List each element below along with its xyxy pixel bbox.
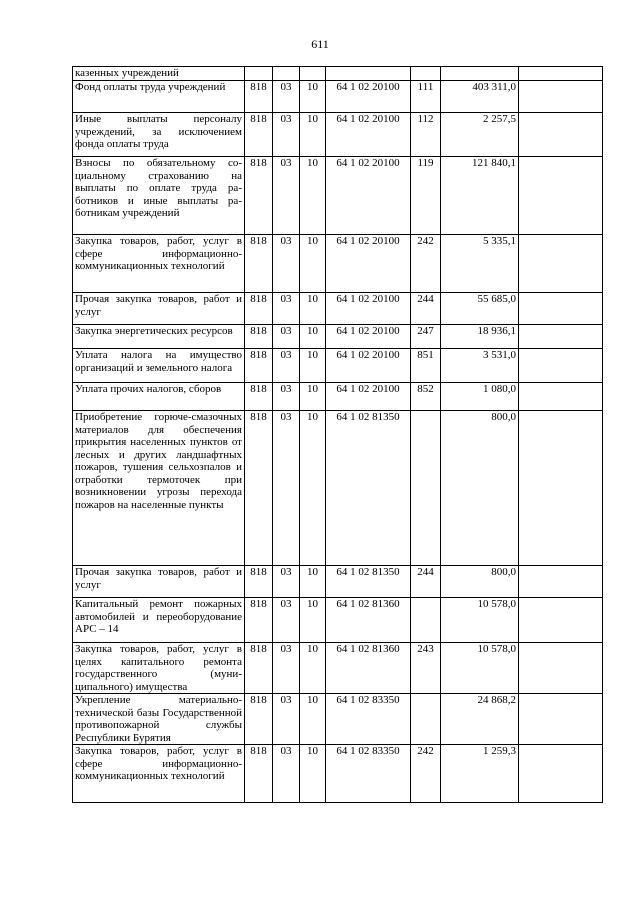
empty-cell <box>519 325 603 349</box>
row-name-cell: Взносы по обязательному социальному страхованию на выплаты по оплате труда работников и иные выплаты работникам учреждений <box>73 157 245 235</box>
ministry-code-cell: 818 <box>245 349 273 383</box>
row-name-cell: Закупка товаров, работ, услуг в сфере информационно-коммуникационных технологий <box>73 235 245 293</box>
row-name-cell: Фонд оплаты труда учреждений <box>73 81 245 113</box>
subsection-code-cell: 10 <box>300 157 326 235</box>
expense-type-cell: 242 <box>411 745 441 803</box>
section-code-cell <box>273 67 300 81</box>
target-article-cell: 64 1 02 20100 <box>326 157 411 235</box>
ministry-code-cell: 818 <box>245 157 273 235</box>
amount-cell: 121 840,1 <box>441 157 519 235</box>
row-name-cell: Капитальный ремонт пожарных автомобилей и переоборудование АРС – 14 <box>73 598 245 643</box>
section-code-cell: 03 <box>273 81 300 113</box>
table-row <box>73 349 603 383</box>
target-article-cell: 64 1 02 20100 <box>326 113 411 157</box>
subsection-code-cell: 10 <box>300 113 326 157</box>
empty-cell <box>519 113 603 157</box>
table-row <box>73 694 603 745</box>
expense-type-cell: 244 <box>411 566 441 598</box>
empty-cell <box>519 745 603 803</box>
subsection-code-cell: 10 <box>300 81 326 113</box>
ministry-code-cell: 818 <box>245 694 273 745</box>
row-name-cell: Приобретение горюче-смазочных материалов для обеспечения прикрытия населенных пунктов от лесных и других ландшафтных пожаров, тушения сельхозпалов и отработки термоточек при возникновении угрозы перехода пожаров на населенные пункты <box>73 411 245 566</box>
table-row <box>73 643 603 694</box>
section-code-cell: 03 <box>273 157 300 235</box>
subsection-code-cell: 10 <box>300 566 326 598</box>
table-row <box>73 67 603 81</box>
ministry-code-cell: 818 <box>245 235 273 293</box>
subsection-code-cell: 10 <box>300 383 326 411</box>
target-article-cell: 64 1 02 20100 <box>326 293 411 325</box>
table-row <box>73 113 603 157</box>
empty-cell <box>519 293 603 325</box>
table-row <box>73 81 603 113</box>
empty-cell <box>519 235 603 293</box>
target-article-cell: 64 1 02 81360 <box>326 598 411 643</box>
amount-cell: 800,0 <box>441 411 519 566</box>
subsection-code-cell: 10 <box>300 694 326 745</box>
amount-cell: 403 311,0 <box>441 81 519 113</box>
table-row <box>73 745 603 803</box>
ministry-code-cell: 818 <box>245 383 273 411</box>
row-name-cell: Закупка товаров, работ, услуг в сфере информационно-коммуникационных технологий <box>73 745 245 803</box>
table-row <box>73 293 603 325</box>
target-article-cell <box>326 67 411 81</box>
table-row <box>73 566 603 598</box>
empty-cell <box>519 411 603 566</box>
target-article-cell: 64 1 02 20100 <box>326 383 411 411</box>
section-code-cell: 03 <box>273 113 300 157</box>
empty-cell <box>519 598 603 643</box>
empty-cell <box>519 81 603 113</box>
empty-cell <box>519 349 603 383</box>
table-row <box>73 411 603 566</box>
row-name-cell: Закупка энергетических ресурсов <box>73 325 245 349</box>
ministry-code-cell: 818 <box>245 81 273 113</box>
ministry-code-cell <box>245 67 273 81</box>
ministry-code-cell: 818 <box>245 411 273 566</box>
row-name-cell: Прочая закупка товаров, работ и услуг <box>73 293 245 325</box>
budget-table <box>72 66 603 803</box>
ministry-code-cell: 818 <box>245 643 273 694</box>
section-code-cell: 03 <box>273 383 300 411</box>
section-code-cell: 03 <box>273 745 300 803</box>
row-name-cell: Прочая закупка товаров, работ и услуг <box>73 566 245 598</box>
subsection-code-cell <box>300 67 326 81</box>
amount-cell: 3 531,0 <box>441 349 519 383</box>
expense-type-cell: 244 <box>411 293 441 325</box>
expense-type-cell: 242 <box>411 235 441 293</box>
target-article-cell: 64 1 02 81360 <box>326 643 411 694</box>
subsection-code-cell: 10 <box>300 325 326 349</box>
target-article-cell: 64 1 02 20100 <box>326 235 411 293</box>
subsection-code-cell: 10 <box>300 411 326 566</box>
target-article-cell: 64 1 02 83350 <box>326 694 411 745</box>
expense-type-cell <box>411 598 441 643</box>
expense-type-cell: 111 <box>411 81 441 113</box>
amount-cell <box>441 67 519 81</box>
amount-cell: 1 259,3 <box>441 745 519 803</box>
ministry-code-cell: 818 <box>245 293 273 325</box>
table-row <box>73 325 603 349</box>
empty-cell <box>519 383 603 411</box>
ministry-code-cell: 818 <box>245 113 273 157</box>
amount-cell: 55 685,0 <box>441 293 519 325</box>
subsection-code-cell: 10 <box>300 745 326 803</box>
expense-type-cell: 852 <box>411 383 441 411</box>
amount-cell: 800,0 <box>441 566 519 598</box>
amount-cell: 2 257,5 <box>441 113 519 157</box>
empty-cell <box>519 694 603 745</box>
row-name-cell: казенных учреждений <box>73 67 245 81</box>
section-code-cell: 03 <box>273 598 300 643</box>
row-name-cell: Иные выплаты персоналу учреждений, за исключением фонда оплаты труда <box>73 113 245 157</box>
empty-cell <box>519 67 603 81</box>
ministry-code-cell: 818 <box>245 745 273 803</box>
target-article-cell: 64 1 02 81350 <box>326 566 411 598</box>
amount-cell: 1 080,0 <box>441 383 519 411</box>
subsection-code-cell: 10 <box>300 235 326 293</box>
section-code-cell: 03 <box>273 235 300 293</box>
target-article-cell: 64 1 02 20100 <box>326 81 411 113</box>
amount-cell: 5 335,1 <box>441 235 519 293</box>
empty-cell <box>519 157 603 235</box>
section-code-cell: 03 <box>273 694 300 745</box>
row-name-cell: Уплата прочих налогов, сборов <box>73 383 245 411</box>
section-code-cell: 03 <box>273 349 300 383</box>
page-number: 611 <box>311 37 329 51</box>
table-body <box>73 67 603 803</box>
ministry-code-cell: 818 <box>245 325 273 349</box>
subsection-code-cell: 10 <box>300 643 326 694</box>
table-row <box>73 235 603 293</box>
subsection-code-cell: 10 <box>300 349 326 383</box>
section-code-cell: 03 <box>273 293 300 325</box>
amount-cell: 24 868,2 <box>441 694 519 745</box>
section-code-cell: 03 <box>273 566 300 598</box>
expense-type-cell <box>411 67 441 81</box>
expense-type-cell: 247 <box>411 325 441 349</box>
target-article-cell: 64 1 02 81350 <box>326 411 411 566</box>
section-code-cell: 03 <box>273 325 300 349</box>
row-name-cell: Закупка товаров, работ, услуг в целях капитального ремонта государственного (муниципального) имущества <box>73 643 245 694</box>
amount-cell: 10 578,0 <box>441 643 519 694</box>
table-row <box>73 598 603 643</box>
expense-type-cell <box>411 411 441 566</box>
expense-type-cell: 112 <box>411 113 441 157</box>
amount-cell: 18 936,1 <box>441 325 519 349</box>
expense-type-cell: 119 <box>411 157 441 235</box>
expense-type-cell: 851 <box>411 349 441 383</box>
table-row <box>73 383 603 411</box>
target-article-cell: 64 1 02 20100 <box>326 325 411 349</box>
row-name-cell: Уплата налога на имущество организаций и земельного налога <box>73 349 245 383</box>
section-code-cell: 03 <box>273 643 300 694</box>
amount-cell: 10 578,0 <box>441 598 519 643</box>
expense-type-cell: 243 <box>411 643 441 694</box>
subsection-code-cell: 10 <box>300 293 326 325</box>
empty-cell <box>519 566 603 598</box>
table-row <box>73 157 603 235</box>
expense-type-cell <box>411 694 441 745</box>
row-name-cell: Укрепление материально-технической базы Государственной противопожарной службы Республики Бурятия <box>73 694 245 745</box>
empty-cell <box>519 643 603 694</box>
target-article-cell: 64 1 02 83350 <box>326 745 411 803</box>
target-article-cell: 64 1 02 20100 <box>326 349 411 383</box>
subsection-code-cell: 10 <box>300 598 326 643</box>
section-code-cell: 03 <box>273 411 300 566</box>
ministry-code-cell: 818 <box>245 598 273 643</box>
ministry-code-cell: 818 <box>245 566 273 598</box>
